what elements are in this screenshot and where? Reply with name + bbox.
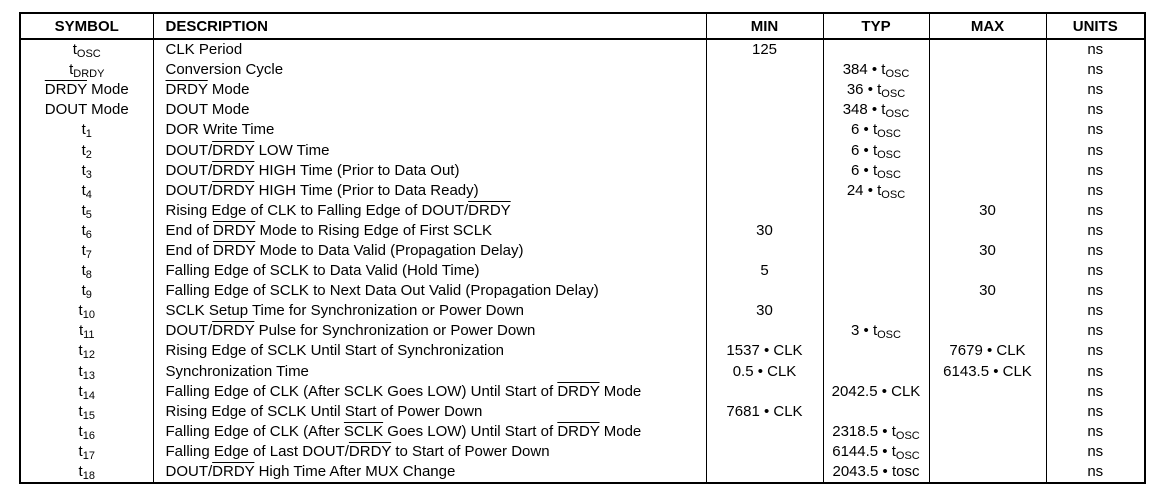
cell-description: Falling Edge of Last DOUT/DRDY to Start of Power Down xyxy=(153,442,706,462)
cell-max xyxy=(929,120,1046,140)
cell-typ xyxy=(823,281,929,301)
header-min: MIN xyxy=(706,13,823,39)
cell-typ: 6 • $t_{OSC}$ xyxy=(823,120,929,140)
cell-typ: 36 • $t_{OSC}$ xyxy=(823,80,929,100)
table-row xyxy=(20,281,1145,301)
cell-symbol: $t_3$ xyxy=(20,161,153,181)
cell-typ: 24 • $t_{OSC}$ xyxy=(823,181,929,201)
cell-symbol: $t_{16}$ xyxy=(20,422,153,442)
cell-units: ns xyxy=(1046,261,1145,281)
cell-typ: 348 • $t_{OSC}$ xyxy=(823,100,929,120)
cell-max xyxy=(929,221,1046,241)
cell-units: ns xyxy=(1046,221,1145,241)
cell-description: CLK Period xyxy=(153,39,706,60)
cell-description: DOUT/DRDY Pulse for Synchronization or Power Down xyxy=(153,321,706,341)
cell-min: 125 xyxy=(706,39,823,60)
cell-max: 30 xyxy=(929,281,1046,301)
table-row xyxy=(20,181,1145,201)
cell-min xyxy=(706,201,823,221)
cell-symbol: $t_9$ xyxy=(20,281,153,301)
cell-units: ns xyxy=(1046,181,1145,201)
table-row xyxy=(20,161,1145,181)
cell-units: ns xyxy=(1046,382,1145,402)
cell-symbol: $t_7$ xyxy=(20,241,153,261)
cell-typ: 6144.5 • $t_{OSC}$ xyxy=(823,442,929,462)
cell-typ xyxy=(823,221,929,241)
cell-description: DOUT/DRDY HIGH Time (Prior to Data Ready) xyxy=(153,181,706,201)
cell-min xyxy=(706,161,823,181)
cell-min xyxy=(706,181,823,201)
cell-max xyxy=(929,161,1046,181)
cell-typ xyxy=(823,261,929,281)
cell-typ: 2042.5 • CLK xyxy=(823,382,929,402)
cell-max xyxy=(929,382,1046,402)
cell-symbol: $t_1$ xyxy=(20,120,153,140)
cell-units: ns xyxy=(1046,442,1145,462)
cell-units: ns xyxy=(1046,341,1145,361)
cell-typ xyxy=(823,301,929,321)
cell-symbol: $t_2$ xyxy=(20,140,153,160)
cell-units: ns xyxy=(1046,201,1145,221)
cell-units: ns xyxy=(1046,321,1145,341)
cell-min xyxy=(706,422,823,442)
cell-typ: 384 • $t_{OSC}$ xyxy=(823,60,929,80)
cell-description: Falling Edge of CLK (After SCLK Goes LOW) Until Start of DRDY Mode xyxy=(153,422,706,442)
table-row xyxy=(20,382,1145,402)
cell-max xyxy=(929,140,1046,160)
cell-typ xyxy=(823,341,929,361)
cell-min xyxy=(706,382,823,402)
cell-typ: 6 • $t_{OSC}$ xyxy=(823,161,929,181)
cell-description: Conversion Cycle xyxy=(153,60,706,80)
cell-typ xyxy=(823,39,929,60)
cell-max xyxy=(929,39,1046,60)
cell-min: 30 xyxy=(706,301,823,321)
table-row xyxy=(20,362,1145,382)
table-row xyxy=(20,80,1145,100)
cell-typ xyxy=(823,241,929,261)
cell-units: ns xyxy=(1046,161,1145,181)
timing-specification-table xyxy=(19,12,1146,484)
header-symbol: SYMBOL xyxy=(20,13,153,39)
cell-symbol: $t_{12}$ xyxy=(20,341,153,361)
table-row xyxy=(20,341,1145,361)
cell-max xyxy=(929,80,1046,100)
table-row xyxy=(20,261,1145,281)
cell-min: 30 xyxy=(706,221,823,241)
cell-symbol: $t_8$ xyxy=(20,261,153,281)
cell-units: ns xyxy=(1046,402,1145,422)
cell-min: 7681 • CLK xyxy=(706,402,823,422)
cell-units: ns xyxy=(1046,60,1145,80)
header-max: MAX xyxy=(929,13,1046,39)
cell-min xyxy=(706,241,823,261)
cell-units: ns xyxy=(1046,100,1145,120)
cell-max xyxy=(929,261,1046,281)
cell-units: ns xyxy=(1046,120,1145,140)
cell-typ: 6 • $t_{OSC}$ xyxy=(823,140,929,160)
cell-symbol: DOUT Mode xyxy=(20,100,153,120)
table-row xyxy=(20,462,1145,483)
cell-description: DRDY Mode xyxy=(153,80,706,100)
cell-description: DOUT/DRDY High Time After MUX Change xyxy=(153,462,706,483)
cell-description: Falling Edge of SCLK to Next Data Out Valid (Propagation Delay) xyxy=(153,281,706,301)
cell-min xyxy=(706,462,823,483)
cell-typ xyxy=(823,201,929,221)
cell-symbol: $t_4$ xyxy=(20,181,153,201)
cell-units: ns xyxy=(1046,301,1145,321)
cell-min xyxy=(706,60,823,80)
cell-min xyxy=(706,281,823,301)
cell-max xyxy=(929,60,1046,80)
cell-typ: 3 • $t_{OSC}$ xyxy=(823,321,929,341)
cell-units: ns xyxy=(1046,281,1145,301)
cell-units: ns xyxy=(1046,462,1145,483)
cell-min xyxy=(706,120,823,140)
cell-symbol: DRDY Mode xyxy=(20,80,153,100)
cell-symbol: $t_{OSC}$ xyxy=(20,39,153,60)
cell-description: DOUT/DRDY HIGH Time (Prior to Data Out) xyxy=(153,161,706,181)
cell-max: 30 xyxy=(929,201,1046,221)
cell-min: 1537 • CLK xyxy=(706,341,823,361)
cell-max xyxy=(929,301,1046,321)
cell-typ xyxy=(823,402,929,422)
table-row xyxy=(20,301,1145,321)
cell-description: Rising Edge of SCLK Until Start of Power Down xyxy=(153,402,706,422)
cell-units: ns xyxy=(1046,80,1145,100)
table-row xyxy=(20,402,1145,422)
cell-units: ns xyxy=(1046,140,1145,160)
table-row xyxy=(20,100,1145,120)
cell-min xyxy=(706,140,823,160)
table-row xyxy=(20,201,1145,221)
cell-description: End of DRDY Mode to Rising Edge of First SCLK xyxy=(153,221,706,241)
table-row xyxy=(20,442,1145,462)
cell-typ: 2043.5 • tosc xyxy=(823,462,929,483)
cell-symbol: $t_{18}$ xyxy=(20,462,153,483)
header-typ: TYP xyxy=(823,13,929,39)
table-row xyxy=(20,241,1145,261)
table-row xyxy=(20,60,1145,80)
table-row xyxy=(20,39,1145,60)
cell-min: 0.5 • CLK xyxy=(706,362,823,382)
cell-max xyxy=(929,462,1046,483)
cell-symbol: $t_5$ xyxy=(20,201,153,221)
cell-min xyxy=(706,100,823,120)
cell-min: 5 xyxy=(706,261,823,281)
table-row xyxy=(20,221,1145,241)
cell-typ: 2318.5 • $t_{OSC}$ xyxy=(823,422,929,442)
cell-min xyxy=(706,321,823,341)
table-row xyxy=(20,321,1145,341)
cell-max xyxy=(929,100,1046,120)
cell-units: ns xyxy=(1046,362,1145,382)
cell-symbol: $t_{13}$ xyxy=(20,362,153,382)
cell-max xyxy=(929,321,1046,341)
cell-typ xyxy=(823,362,929,382)
cell-max: 30 xyxy=(929,241,1046,261)
cell-max: 7679 • CLK xyxy=(929,341,1046,361)
cell-description: Rising Edge of SCLK Until Start of Synchronization xyxy=(153,341,706,361)
cell-symbol: $t_{11}$ xyxy=(20,321,153,341)
cell-description: Falling Edge of CLK (After SCLK Goes LOW) Until Start of DRDY Mode xyxy=(153,382,706,402)
cell-description: SCLK Setup Time for Synchronization or Power Down xyxy=(153,301,706,321)
cell-max: 6143.5 • CLK xyxy=(929,362,1046,382)
cell-description: Synchronization Time xyxy=(153,362,706,382)
cell-symbol: $t_{10}$ xyxy=(20,301,153,321)
table-row xyxy=(20,140,1145,160)
cell-symbol: $t_{15}$ xyxy=(20,402,153,422)
cell-symbol: $t_{14}$ xyxy=(20,382,153,402)
cell-description: End of DRDY Mode to Data Valid (Propagation Delay) xyxy=(153,241,706,261)
cell-symbol: $t_6$ xyxy=(20,221,153,241)
cell-symbol: $t_{DRDY}$ xyxy=(20,60,153,80)
cell-description: DOR Write Time xyxy=(153,120,706,140)
table-row xyxy=(20,120,1145,140)
table-row xyxy=(20,422,1145,442)
cell-description: Falling Edge of SCLK to Data Valid (Hold Time) xyxy=(153,261,706,281)
cell-units: ns xyxy=(1046,422,1145,442)
cell-max xyxy=(929,442,1046,462)
header-description: DESCRIPTION xyxy=(153,13,706,39)
cell-max xyxy=(929,422,1046,442)
cell-symbol: $t_{17}$ xyxy=(20,442,153,462)
cell-max xyxy=(929,181,1046,201)
header-row xyxy=(20,13,1145,39)
cell-max xyxy=(929,402,1046,422)
header-units: UNITS xyxy=(1046,13,1145,39)
cell-units: ns xyxy=(1046,241,1145,261)
cell-description: Rising Edge of CLK to Falling Edge of DOUT/DRDY xyxy=(153,201,706,221)
table-body xyxy=(20,39,1145,483)
cell-min xyxy=(706,442,823,462)
cell-min xyxy=(706,80,823,100)
cell-description: DOUT Mode xyxy=(153,100,706,120)
cell-description: DOUT/DRDY LOW Time xyxy=(153,140,706,160)
cell-units: ns xyxy=(1046,39,1145,60)
